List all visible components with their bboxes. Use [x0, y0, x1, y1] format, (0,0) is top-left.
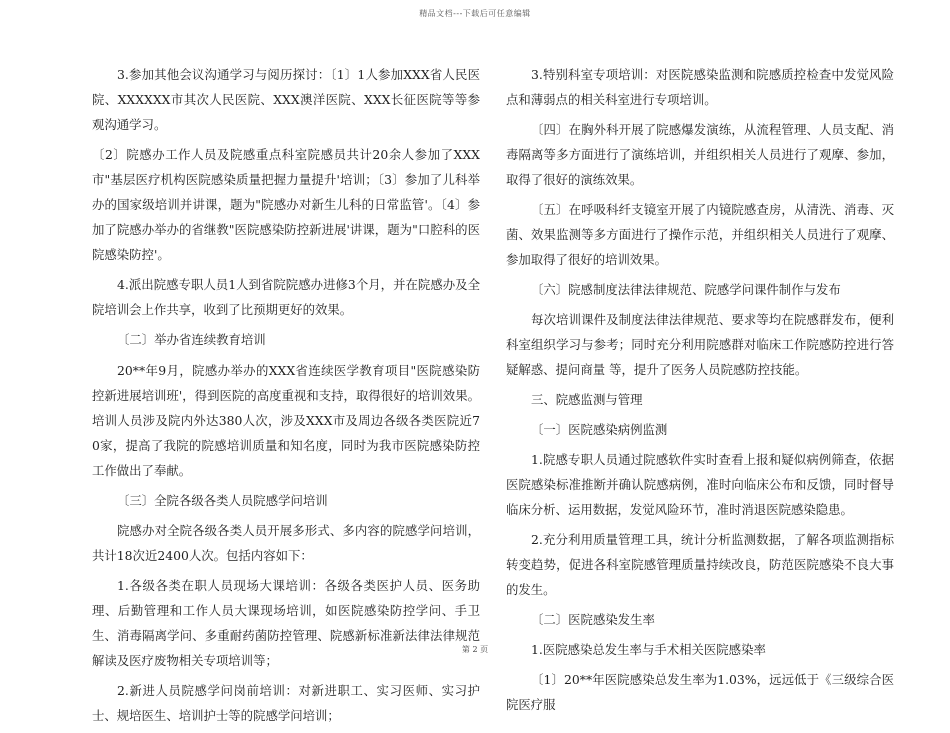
paragraph: 1.各级各类在职人员现场大课培训：各级各类医护人员、医务助理、后勤管理和工作人员大课现场培训，如医院感染防控学问、手卫生、消毒隔离学问、多重耐药菌防控管理、院感新标准新法律法律规范解读及医疗废物相关专项培训等；: [92, 578, 480, 668]
paragraph: 每次培训课件及制度法律法律规范、要求等均在院感群发布，便利科室组织学习与参考；同时充分利用院感群对临床工作院感防控进行答疑解惑、提问商量 等，提升了医务人员院感防控技能。: [506, 312, 894, 377]
left-column: [92, 62, 480, 733]
paragraph: 3.参加其他会议沟通学习与阅历探讨：〔1〕1人参加XXX省人民医院、XXXXXX市其次人民医院、XXX澳洋医院、XXX长征医院等等参观沟通学习。: [92, 67, 480, 132]
paragraph: 4.派出院感专职人员1人到省院院感办进修3个月，并在院感办及全院培训会上作共享，收到了比预期更好的效果。: [92, 277, 480, 317]
right-column: [506, 62, 894, 722]
paragraph: 3.特别科室专项培训：对医院感染监测和院感质控检查中发觉风险点和薄弱点的相关科室进行专项培训。: [506, 67, 894, 107]
page-number: 第 2 页: [461, 645, 489, 654]
paragraph: 〔四〕在胸外科开展了院感爆发演练，从流程管理、人员支配、消毒隔离等多方面进行了演练培训，并组织相关人员进行了观摩、参加，取得了很好的演练效果。: [506, 122, 894, 187]
paragraph: 2.新进人员院感学问岗前培训：对新进职工、实习医师、实习护士、规培医生、培训护士等的院感学问培训；: [92, 683, 480, 723]
paragraph: 20**年9月，院感办举办的XXX省连续医学教育项目"医院感染防控新进展培训班'，得到医院的高度重视和支持，取得很好的培训效果。培训人员涉及院内外达380人次，涉及XXX市及周边各级各类医院近70家，提高了我院的院感培训质量和知名度，同时为我市医院感染防控工作做出了奉献。: [92, 363, 480, 478]
paragraph: 〔五〕在呼吸科纤支镜室开展了内镜院感查房，从清洗、消毒、灭菌、效果监测等多方面进行了操作示范，并组织相关人员进行了观摩、参加取得了很好的培训效果。: [506, 202, 894, 267]
section-heading: 〔一〕医院感染病例监测: [531, 422, 668, 437]
section-heading: 三、院感监测与管理: [531, 392, 643, 407]
paragraph: 〔1〕20**年医院感染总发生率为1.03%，远远低于《三级综合医院医疗服: [506, 672, 894, 712]
paragraph: 〔2〕院感办工作人员及院感重点科室院感员共计20余人参加了XXX市"基层医疗机构医院感染质量把握力量提升'培训；〔3〕参加了儿科举办的国家级培训并讲课，题为"院感办对新生儿科的日常监管'。〔4〕参加了院感办举办的省继教"医院感染防控新进展'讲课，题为"口腔科的医院感染防控'。: [92, 147, 480, 262]
page-header: 精品文档---下载后可任意编辑: [419, 9, 531, 18]
section-heading: 1.医院感染总发生率与手术相关医院感染率: [531, 642, 766, 657]
section-heading: 〔二〕医院感染发生率: [531, 612, 655, 627]
paragraph: 2.充分利用质量管理工具，统计分析监测数据，了解各项监测指标转变趋势，促进各科室院感管理质量持续改良，防范医院感染不良大事的发生。: [506, 532, 894, 597]
section-heading: 〔六〕院感制度法律法律规范、院感学问课件制作与发布: [531, 282, 841, 297]
paragraph: 1.院感专职人员通过院感软件实时查看上报和疑似病例筛查，依据医院感染标准推断并确认院感病例，准时向临床公布和反馈，同时督导临床分析、运用数据，发觉风险环节，准时消退医院感染隐患。: [506, 452, 894, 517]
paragraph: 院感办对全院各级各类人员开展多形式、多内容的院感学问培训，共计18次近2400人次。包括内容如下：: [92, 523, 480, 563]
section-heading: 〔三〕全院各级各类人员院感学问培训: [117, 493, 328, 508]
section-heading: 〔二〕举办省连续教育培训: [117, 332, 266, 347]
